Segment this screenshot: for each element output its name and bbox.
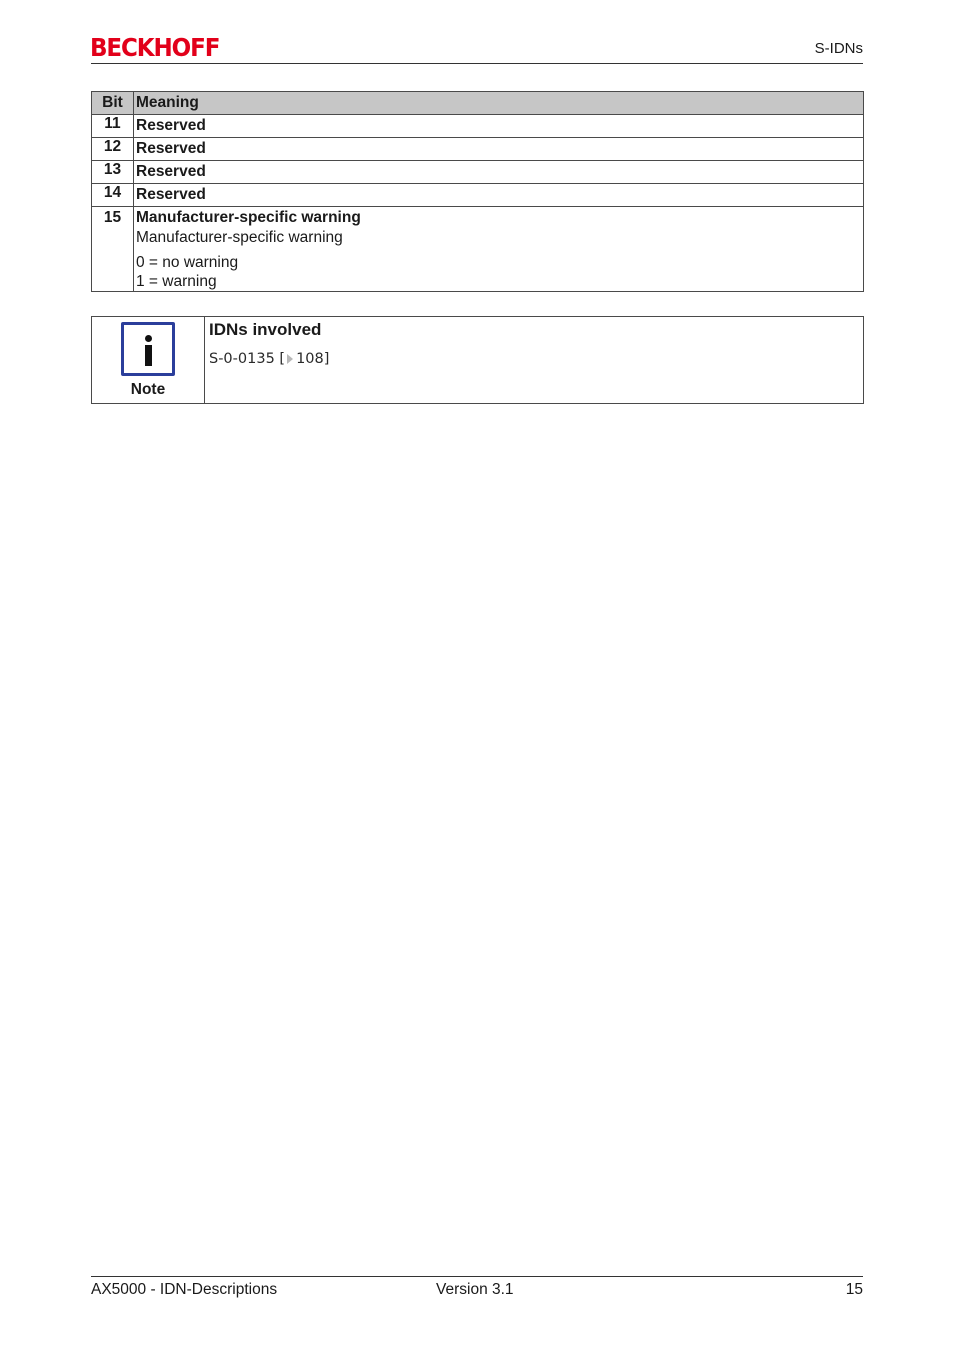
table-row xyxy=(92,138,864,161)
reference-page: 108] xyxy=(296,351,330,367)
meaning-cell: Reserved xyxy=(134,184,864,207)
table-header-row xyxy=(92,92,864,115)
idn-reference-id: S-0-0135 xyxy=(209,351,275,367)
page-arrow-icon xyxy=(287,354,293,364)
footer-document-title: AX5000 - IDN-Descriptions xyxy=(91,1281,278,1298)
value-option: 1 = warning xyxy=(136,273,217,290)
bit-value: 15 xyxy=(103,209,122,226)
footer-rule xyxy=(91,1276,863,1277)
value-option: 0 = no warning xyxy=(136,254,239,271)
section-title: S-IDNs xyxy=(814,40,863,57)
table-row xyxy=(92,207,864,292)
note-label: Note xyxy=(130,381,166,398)
table-row xyxy=(92,161,864,184)
info-icon xyxy=(121,322,175,376)
note-icon-panel xyxy=(92,317,205,403)
footer-version: Version 3.1 xyxy=(436,1281,514,1298)
footer-page-number: 15 xyxy=(845,1281,863,1298)
meaning-title: Manufacturer-specific warning xyxy=(136,209,361,226)
reference-bracket: [ xyxy=(279,351,286,367)
note-title: IDNs involved xyxy=(209,320,322,339)
idn-reference-link[interactable] xyxy=(209,351,329,367)
bit-cell: 13 xyxy=(92,161,134,184)
bit-table xyxy=(91,91,864,292)
meaning-cell: Reserved xyxy=(134,115,864,138)
bit-cell: 11 xyxy=(92,115,134,138)
bit-cell: 12 xyxy=(92,138,134,161)
column-header-meaning: Meaning xyxy=(134,92,864,115)
bit-cell: 14 xyxy=(92,184,134,207)
brand-logo: BECKHOFF xyxy=(90,33,220,62)
header-rule xyxy=(91,63,863,64)
bit-cell xyxy=(92,207,134,292)
meaning-cell: Reserved xyxy=(134,138,864,161)
meaning-cell xyxy=(134,207,864,292)
meaning-cell: Reserved xyxy=(134,161,864,184)
meaning-description: Manufacturer-specific warning xyxy=(136,229,343,246)
note-box xyxy=(91,316,864,404)
table-row xyxy=(92,115,864,138)
table-row xyxy=(92,184,864,207)
column-header-bit: Bit xyxy=(92,92,134,115)
